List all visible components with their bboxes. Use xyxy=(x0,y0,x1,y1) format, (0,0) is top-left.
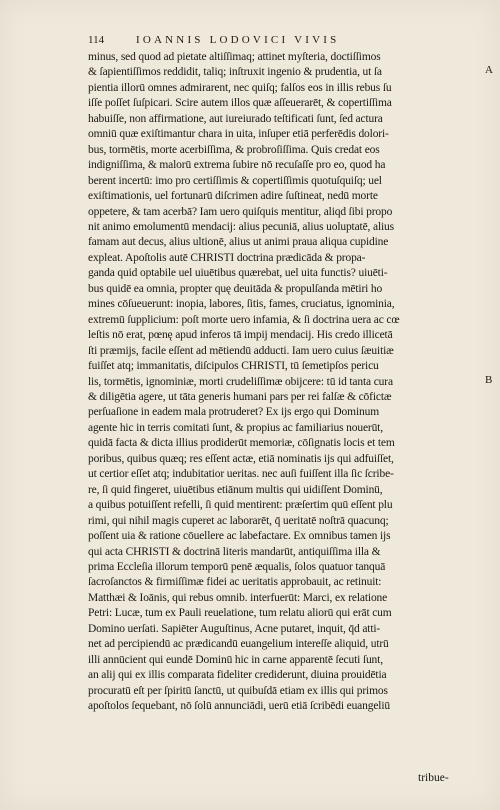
text-line: indigniſſima, & malorū extrema ſubire nō recuſaſſe pro eo, quod ha xyxy=(88,159,386,172)
text-line: pientia illorū omnes admirarent, nec quiſq; falſos eos in illis rebus ſu xyxy=(88,81,392,94)
text-line: poribus, quibus quæq; res eſſent actæ, etiā nominatis ijs qui adfuiſſet, xyxy=(88,452,394,465)
text-line: quidā facta & dicta illius prodiderūt memoriæ, cōſignatis locis et tem xyxy=(88,437,395,450)
text-line: ut certior eſſet atq; indubitatior ueritas. nec auſi fuiſſent illa ſic ſcribe- xyxy=(88,468,394,481)
text-line: apoſtolos ſequebant, nō ſolū annunciādi, uerū etiā ſcribēdi euangeliū xyxy=(88,700,390,713)
text-line: a quibus potuiſſent refelli, ſi quid mentirent: præſertim quū eſſent plu xyxy=(88,499,393,512)
text-line: procuratū eſt per ſpiritū ſanctū, ut quibuſdā etiam ex illis qui primos xyxy=(88,684,388,697)
text-line: omniū quæ exiſtimantur chara in uita, inſuper etiā perferēdis dolori- xyxy=(88,128,389,141)
text-line: ganda quid optabile uel uiuētibus quærebat, uel uita functis? uiuēti- xyxy=(88,267,388,280)
text-line: nit animo emolumentū mendacij: alius pecuniā, alius uoluptatē, alius xyxy=(88,220,394,233)
page-number: 114 xyxy=(88,34,105,46)
text-line: Domino uerſati. Sapiēter Auguſtinus, Acne putaret, inquit, q̄d atti- xyxy=(88,622,381,635)
body-text xyxy=(88,50,470,714)
margin-letter-a: A xyxy=(485,64,493,76)
text-line: Matthæi & Ioānis, qui rebus omnib. interfuerūt: Marci, ex relatione xyxy=(88,591,388,604)
text-line: iſſe poſſet ſuſpicari. Scire autem illos quæ aſſeuerarēt, & copertiſſima xyxy=(88,97,392,110)
running-title: IOANNIS LODOVICI VIVIS xyxy=(136,34,340,46)
text-line: fuiſſet atq; immanitatis, diſcipulos CHRISTI, tū ſemetipſos pericu xyxy=(88,360,379,373)
text-line: rimi, qui nihil magis cuperet ac laborarēt, q̄ ueritatē noſtrā quacunq; xyxy=(88,514,389,527)
text-line: agente hic in terris comitati ſunt, & propius ac familiarius nouerūt, xyxy=(88,421,383,434)
text-line: ſti præmijs, facile eſſent ad mētiendū adducti. Iam uero cuius ſæuitiæ xyxy=(88,344,394,357)
text-line: poſſent uia & ratione cōuellere ac labefactare. Ex omnibus tamen ijs xyxy=(88,530,391,543)
text-line: expleat. Apoſtolis autē CHRISTI doctrina prædicāda & propa- xyxy=(88,251,366,264)
margin-letter-b: B xyxy=(485,374,493,386)
text-line: habuiſſe, non affirmatione, aut iureiurado teſtificati ſunt, ſed actura xyxy=(88,112,383,125)
text-line: lis, tormētis, ignominiæ, morti crudeliſſimæ obijcere: tū id tanta cura xyxy=(88,375,393,388)
text-line: & ſapientiſſimos reddidit, taliq; inſtruxit ingenio & prudentia, ut ſa xyxy=(88,66,382,79)
text-line: oppetere, & tam acerbā? Iam uero quiſquis mentitur, aliqd ſibi propo xyxy=(88,205,393,218)
text-line: famam aut decus, alius ultionē, alius ut animi praua aliqua cupidine xyxy=(88,236,389,249)
text-line: & diligētia agere, ut tāta generis humani pars per rei falſæ & cōfictæ xyxy=(88,390,392,403)
text-line: perſuaſione in eadem mala protruderet? Ex ijs ergo qui Dominum xyxy=(88,406,379,419)
text-line: qui acta CHRISTI & doctrinā literis mandarūt, antiquiſſima illa & xyxy=(88,545,381,558)
catchword: tribue- xyxy=(418,772,449,784)
text-line: an alij qui ex illis comparata fideliter crediderunt, diuina prouidētia xyxy=(88,669,387,682)
text-line: bus, tormētis, morte acerbiſſima, & probroſiſſima. Quis credat eos xyxy=(88,143,380,156)
text-line: minus, sed quod ad pietate altiſſimaq; attinet myſteria, doctiſſimos xyxy=(88,51,381,63)
text-line: illi annūcient qui eundē Dominū hic in carne apparentē ſecuti ſunt, xyxy=(88,653,383,666)
page-header xyxy=(88,34,468,46)
text-line: leſtis nō erat, pœnę apud inferos tā impij mendacij. His credo illicetā xyxy=(88,329,393,342)
text-line: bus quidē ea omnia, propter quę deuitāda & propulſanda mētiri ho xyxy=(88,282,383,295)
text-line: mines cōſueuerunt: inopia, labores, ſitis, fames, cruciatus, ignominia, xyxy=(88,298,395,311)
text-line: exiſtimationis, uel fortunarū diſcrimen adire ſuſtineat, nedū morte xyxy=(88,190,378,203)
text-line: extremū ſupplicium: poſt morte uero infamia, & ſi doctrina uera ac cœ xyxy=(88,313,400,326)
text-line: re, ſi quid fingeret, uiuētibus etiānum multis qui uidiſſent Dominū, xyxy=(88,483,383,496)
text-line: ſacroſanctos & firmiſſimæ fidei ac ueritatis approbauit, ac retinuit: xyxy=(88,576,382,589)
text-line: Petri: Lucæ, tum ex Pauli reuelatione, tum relatu aliorū qui erāt cum xyxy=(88,607,392,620)
text-line: berent incertū: imo pro certiſſimis & copertiſſimis quotuſquiſq; uel xyxy=(88,174,382,187)
text-line: net ad percipiendū ac prædicandū euangelium intereſſe aliquid, utrū xyxy=(88,638,389,651)
text-line: prima Eccleſia illorum temporū penē æqualis, ſolos quatuor tanquā xyxy=(88,560,386,573)
